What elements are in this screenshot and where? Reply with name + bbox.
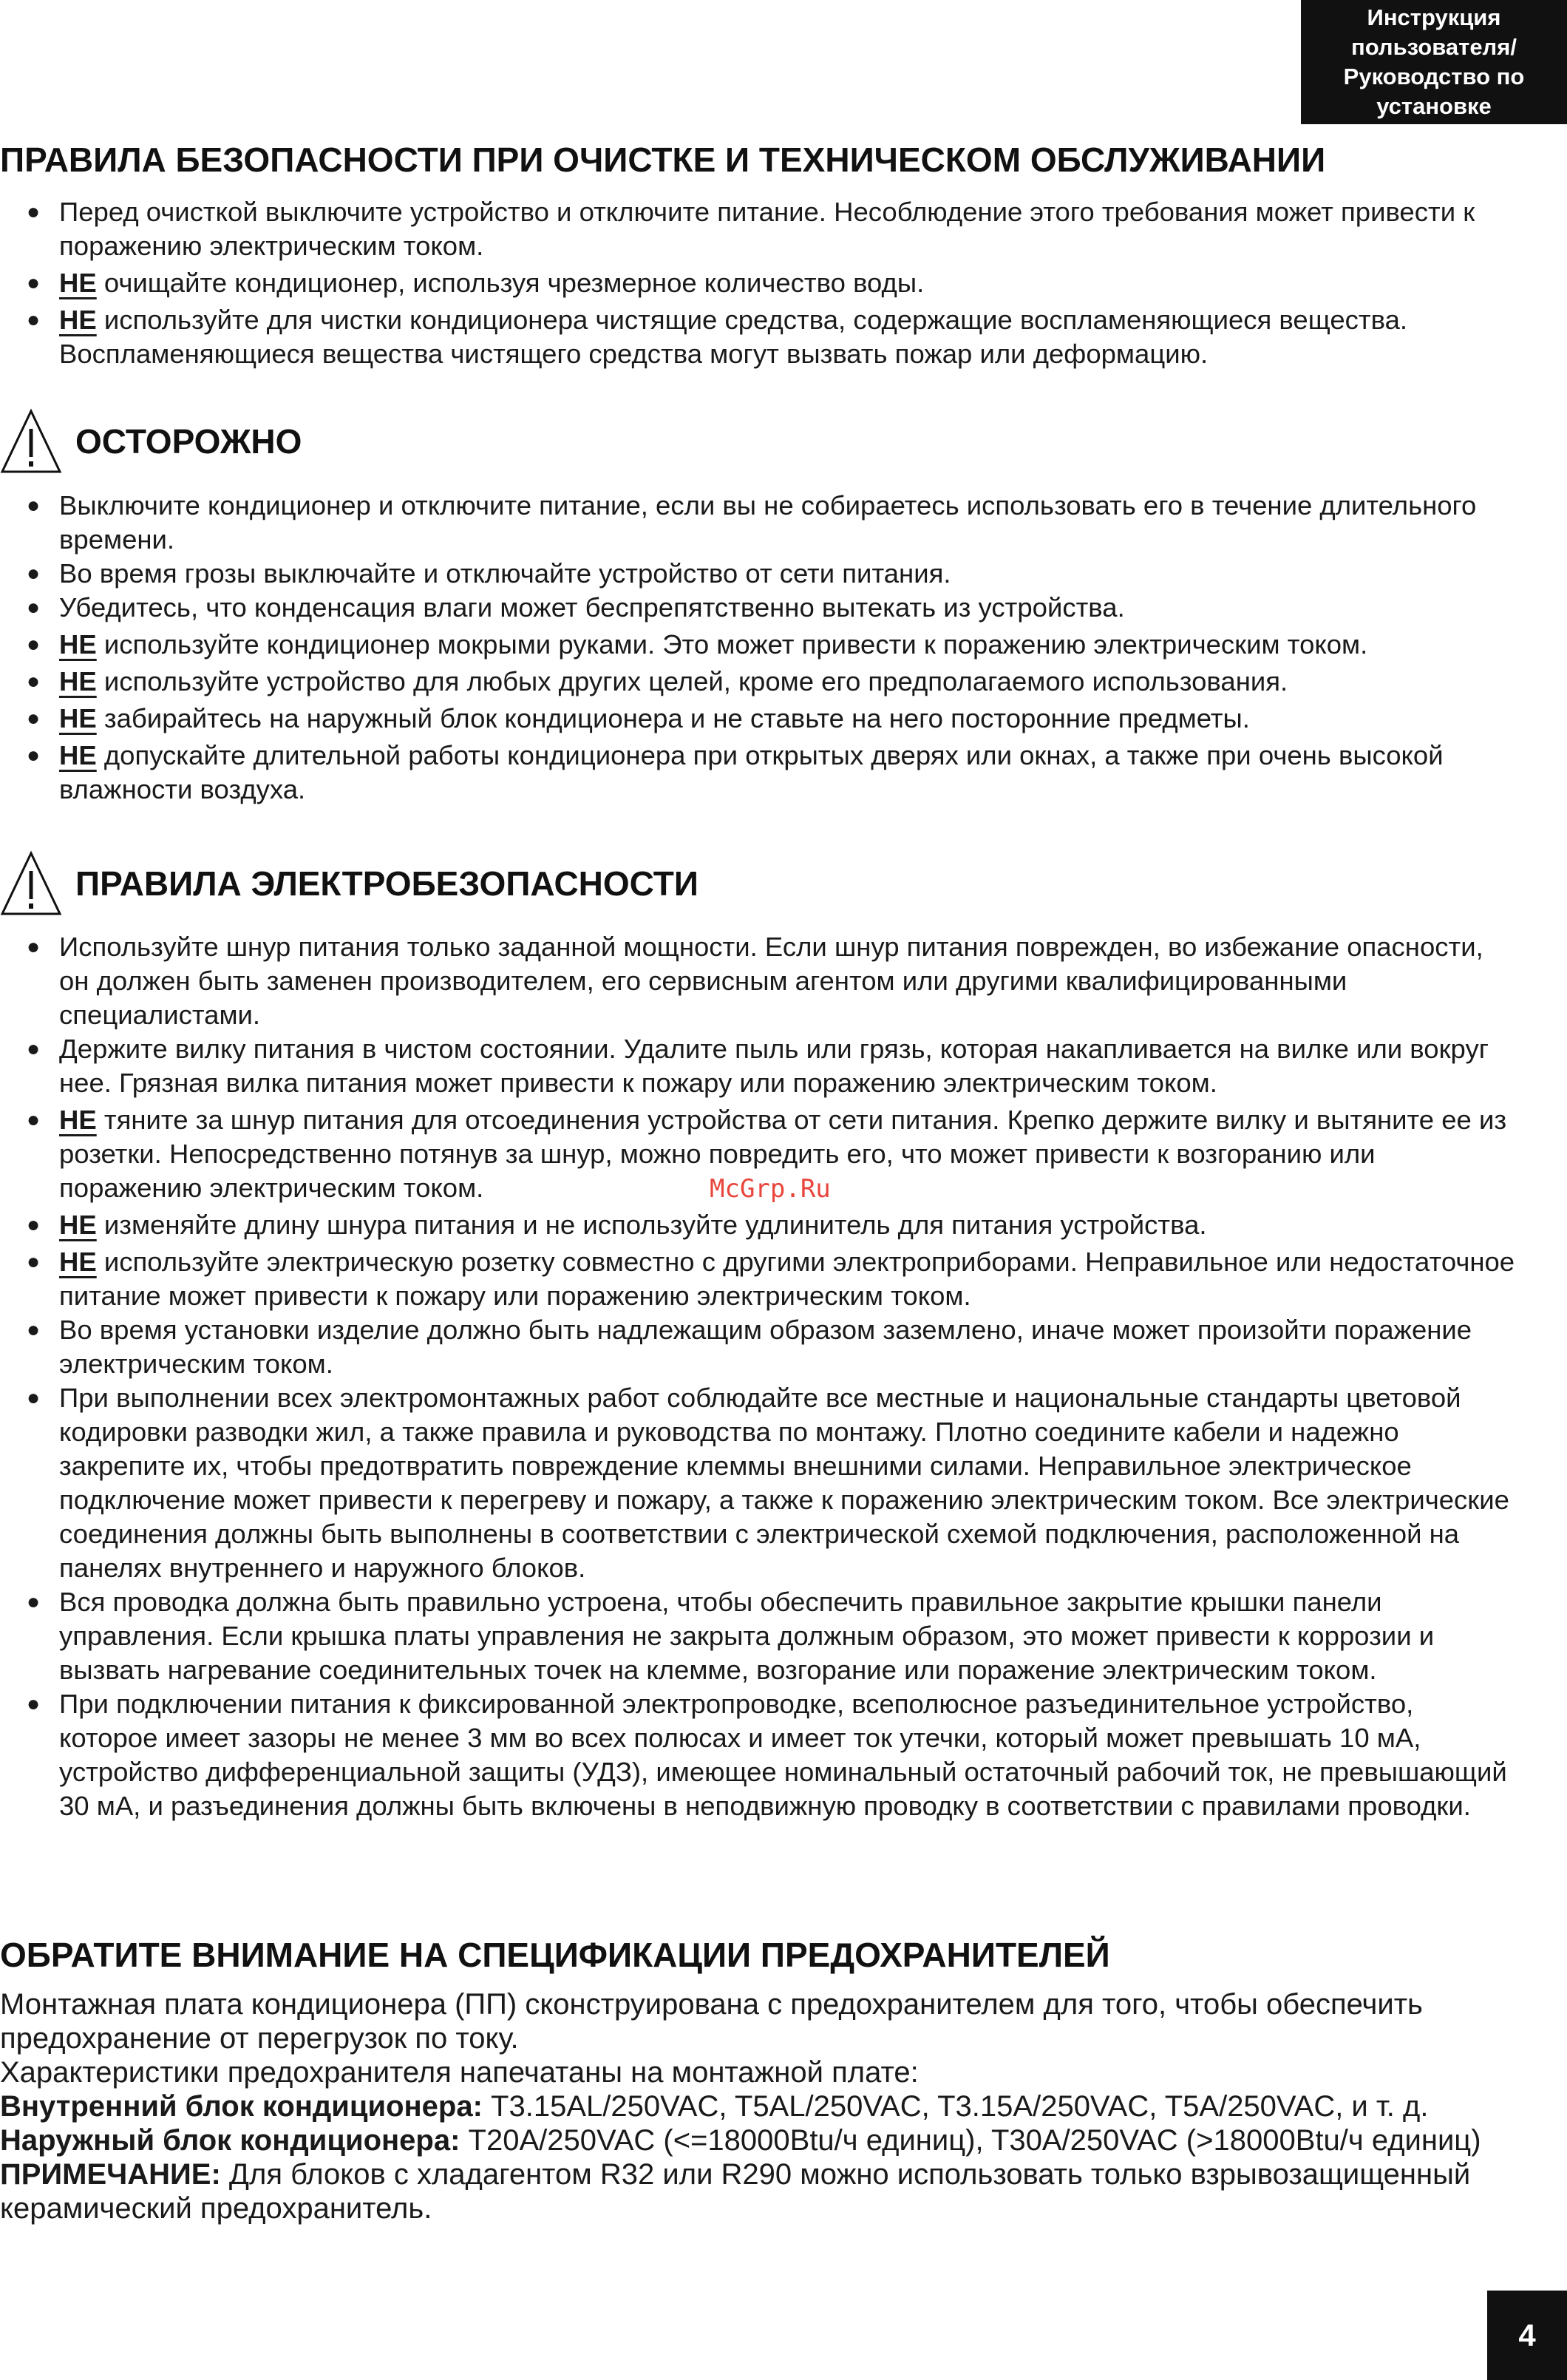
list-item: [0, 489, 1515, 557]
ne-prefix: НЕ: [59, 1105, 97, 1135]
fuse-section-body: [0, 1987, 1523, 2225]
fuse-indoor-spec: [0, 2089, 1523, 2123]
item-text: очищайте кондиционер, используя чрезмерное количество воды.: [96, 268, 925, 298]
item-text: Убедитесь, что конденсация влаги может беспрепятственно вытекать из устройства.: [59, 592, 1125, 623]
ne-prefix: НЕ: [59, 305, 97, 335]
list-item: [0, 702, 1515, 736]
outdoor-label: Наружный блок кондиционера:: [0, 2124, 460, 2157]
list-item: [0, 557, 1515, 591]
ne-prefix: НЕ: [59, 740, 97, 770]
item-text: Во время грозы выключайте и отключайте устройство от сети питания.: [59, 558, 951, 589]
item-text: Во время установки изделие должно быть надлежащим образом заземлено, иначе может произойти поражение электрическим током.: [59, 1315, 1472, 1379]
fuse-intro: Монтажная плата кондиционера (ПП) сконструирована с предохранителем для того, чтобы обеспечить предохранение от перегрузок по току.: [0, 1988, 1423, 2055]
list-item: [0, 628, 1515, 662]
ne-prefix: НЕ: [59, 703, 97, 733]
list-item: [0, 665, 1515, 699]
ne-prefix: НЕ: [59, 1247, 97, 1277]
item-text: тяните за шнур питания для отсоединения устройства от сети питания. Крепко держите вилку и вытяните ее из розетки. Непосредственно потянув за шнур, можно повредить его, что может привести к возгоранию или поражению электрическим током.: [59, 1105, 1507, 1203]
list-item: [0, 195, 1515, 263]
list-item: [0, 1032, 1515, 1100]
fuse-note: [0, 2157, 1523, 2225]
item-text: Используйте шнур питания только заданной мощности. Если шнур питания поврежден, во избежание опасности, он должен быть заменен производителем, его сервисным агентом или другими квалифицированными специалистами.: [59, 932, 1483, 1030]
list-item: [0, 1208, 1515, 1242]
document-type-tag: [1301, 0, 1567, 124]
list-item: [0, 1687, 1515, 1823]
indoor-label: Внутренний блок кондиционера:: [0, 2090, 483, 2123]
electrical-heading: [0, 850, 698, 917]
item-text: используйте электрическую розетку совместно с другими электроприборами. Неправильное или недостаточное питание может привести к пожару или поражению электрическим током.: [59, 1247, 1515, 1311]
fuse-section-title: ОБРАТИТЕ ВНИМАНИЕ НА СПЕЦИФИКАЦИИ ПРЕДОХРАНИТЕЛЕЙ: [0, 1936, 1110, 1974]
ne-prefix: НЕ: [59, 629, 97, 660]
fuse-outdoor-spec: [0, 2123, 1523, 2157]
item-text: используйте для чистки кондиционера чистящие средства, содержащие воспламеняющиеся вещества. Воспламеняющиеся вещества чистящего средства могут вызвать пожар или деформацию.: [59, 305, 1408, 369]
cleaning-section-title: ПРАВИЛА БЕЗОПАСНОСТИ ПРИ ОЧИСТКЕ И ТЕХНИЧЕСКОМ ОБСЛУЖИВАНИИ: [0, 140, 1326, 179]
item-text: Вся проводка должна быть правильно устроена, чтобы обеспечить правильное закрытие крышки панели управления. Если крышка платы управления не закрыта должным образом, это может привести к коррозии и вызвать нагревание соединительных точек на клемме, возгорание или поражение электрическим током.: [59, 1587, 1435, 1685]
caution-heading: [0, 408, 302, 475]
list-item: [0, 591, 1515, 625]
item-text: При подключении питания к фиксированной электропроводке, всеполюсное разъединительное устройство, которое имеет зазоры не менее 3 мм во всех полюсах и имеет ток утечки, который может превышать 10 мА, устройство дифференциальной защиты (УДЗ), имеющее номинальный остаточный рабочий ток, не превышающий 30 мА, и разъединения должны быть включены в неподвижную проводку в соответствии с правилами проводки.: [59, 1689, 1507, 1821]
list-item: [0, 1381, 1515, 1585]
note-label: ПРИМЕЧАНИЕ:: [0, 2158, 221, 2191]
fuse-printed-note: Характеристики предохранителя напечатаны на монтажной плате:: [0, 2056, 919, 2089]
item-text: используйте устройство для любых других целей, кроме его предполагаемого использования.: [96, 666, 1288, 696]
item-text: допускайте длительной работы кондиционера при открытых дверях или окнах, а также при очень высокой влажности воздуха.: [59, 740, 1444, 804]
item-text: Перед очисткой выключите устройство и отключите питание. Несоблюдение этого требования может привести к поражению электрическим током.: [59, 197, 1475, 261]
cleaning-list: [0, 195, 1515, 371]
warning-triangle-icon: [0, 850, 62, 917]
ne-prefix: НЕ: [59, 666, 97, 696]
ne-prefix: НЕ: [59, 268, 97, 298]
item-text: используйте кондиционер мокрыми руками. Это может привести к поражению электрическим током.: [96, 629, 1368, 660]
item-text: При выполнении всех электромонтажных работ соблюдайте все местные и национальные стандарты цветовой кодировки разводки жил, а также правила и руководства по монтажу. Плотно соедините кабели и надежно закрепите их, чтобы предотвратить повреждение клеммы внешними силами. Неправильное электрическое подключение может привести к перегреву и пожару, а также к поражению электрическим током. Все электрические соединения должны быть выполнены в соответствии с электрической схемой подключения, расположенной на панелях внутреннего и наружного блоков.: [59, 1383, 1509, 1583]
caution-title: ОСТОРОЖНО: [75, 422, 302, 461]
list-item: [0, 739, 1515, 807]
outdoor-value: T20A/250VAC (<=18000Btu/ч единиц), T30A/250VAC (>18000Btu/ч единиц): [460, 2124, 1481, 2157]
caution-list: [0, 489, 1515, 807]
ne-prefix: НЕ: [59, 1210, 97, 1240]
list-item: [0, 930, 1515, 1032]
tag-line: установке: [1376, 93, 1492, 119]
list-item: [0, 1585, 1515, 1687]
tag-line: Руководство по: [1343, 64, 1525, 89]
item-text: Выключите кондиционер и отключите питание, если вы не собираетесь использовать его в течение длительного времени.: [59, 490, 1477, 555]
list-item: [0, 303, 1515, 371]
item-text: изменяйте длину шнура питания и не используйте удлинитель для питания устройства.: [96, 1210, 1207, 1240]
list-item: [0, 1245, 1515, 1313]
tag-line: пользователя/: [1351, 34, 1517, 60]
page-number: 4: [1487, 2291, 1567, 2380]
list-item: [0, 266, 1515, 300]
item-text: Держите вилку питания в чистом состоянии. Удалите пыль или грязь, которая накапливается на вилке или вокруг нее. Грязная вилка питания может привести к пожару или поражению электрическим током.: [59, 1034, 1489, 1098]
electrical-title: ПРАВИЛА ЭЛЕКТРОБЕЗОПАСНОСТИ: [75, 864, 698, 903]
watermark-text: McGrp.Ru: [710, 1174, 831, 1204]
warning-triangle-icon: [0, 408, 62, 475]
note-value: Для блоков с хладагентом R32 или R290 можно использовать только взрывозащищенный керамический предохранитель.: [0, 2158, 1471, 2225]
electrical-list: [0, 930, 1515, 1823]
tag-line: Инструкция: [1367, 4, 1501, 30]
item-text: забирайтесь на наружный блок кондиционера и не ставьте на него посторонние предметы.: [96, 703, 1250, 733]
indoor-value: T3.15AL/250VAC, T5AL/250VAC, T3.15A/250VAC, T5A/250VAC, и т. д.: [482, 2090, 1429, 2123]
list-item: [0, 1313, 1515, 1381]
